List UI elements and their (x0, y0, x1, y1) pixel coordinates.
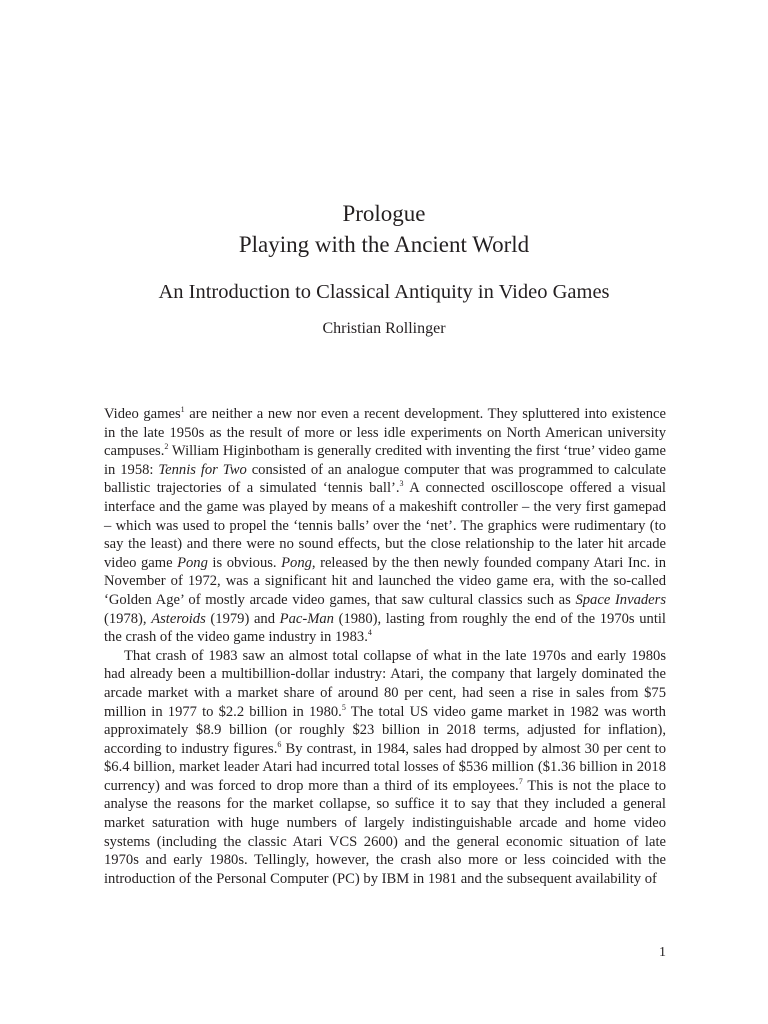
text-run: William Higinbotham is generally credited with inventing the first ‘true’ video game in 1958: (104, 443, 666, 478)
footnote-ref-4[interactable]: 4 (367, 628, 372, 638)
page-number: 1 (659, 945, 666, 960)
text-run: , released by the then newly founded company Atari Inc. in November of 1972, was a significant hit and launched the video game era, with the so-called ‘Golden Age’ of mostly arcade video games, that saw cultural classics such as (104, 554, 667, 608)
footnote-ref-2[interactable]: 2 (164, 442, 169, 452)
game-title: Tennis for Two (158, 461, 247, 478)
chapter-title: Playing with the Ancient World (238, 232, 530, 257)
paragraph-1 (104, 405, 666, 647)
text-run: (1979) and (205, 610, 280, 627)
body-text (104, 405, 666, 888)
game-title: Space Invaders (575, 591, 667, 608)
chapter-label: Prologue (342, 201, 426, 226)
text-run: consisted of an analogue computer that was programmed to calculate ballistic trajectories of a simulated ‘tennis ball’. (104, 461, 667, 497)
text-run: That crash of 1983 saw an almost total collapse of what in the late 1970s and early 1980s had already been a multibillion-dollar industry: Atari, the company that largely dominated the arcade market with a market share of around 80 per cent, had seen a rise in sales from $75 million in 1977 to $2.2 billion in 1980. (104, 647, 666, 720)
text-run: By contrast, in 1984, sales had dropped by almost 30 per cent to $6.4 billion, market leader Atari had incurred total losses of $536 million ($1.36 billion in 2018 currency) and was forced to drop more than a third of its employees. (104, 740, 666, 794)
text-run: (1978), (104, 610, 152, 627)
game-title: Pac-Man (279, 610, 334, 627)
game-title: Pong (177, 554, 208, 571)
text-run: Video games (104, 406, 181, 422)
text-run: are neither a new nor even a recent development. They spluttered into existence in the late 1950s as the result of more or less idle experiments on North American university campuses. (104, 406, 666, 460)
footnote-ref-1[interactable]: 1 (180, 405, 185, 415)
text-run: A connected oscilloscope offered a visual interface and the game was played by means of a makeshift controller – the very first gamepad – which was used to propel the ‘tennis balls’ over the ‘net’. The graphics were rudimentary (to say the least) and there were no sound effects, but the close relationship to the later hit arcade video game (104, 480, 666, 571)
chapter-author: Christian Rollinger (322, 320, 446, 337)
text-run: The total US video game market in 1982 was worth approximately $8.9 billion (or roughly $23 billion in 2018 terms, adjusted for inflation), according to industry figures. (104, 703, 666, 757)
footnote-ref-5[interactable]: 5 (341, 702, 346, 712)
game-title: Asteroids (151, 610, 206, 627)
text-run: This is not the place to analyse the reasons for the market collapse, so suffice it to say that they included a general market saturation with huge numbers of largely indistinguishable arcade and home video systems (including the classic Atari VCS 2600) and the general economic situation of late 1970s and early 1980s. Tellingly, however, the crash also more or less coincided with the introduction of the Personal Computer (PC) by IBM in 1981 and the subsequent availability of (104, 777, 666, 887)
footnote-ref-7[interactable]: 7 (518, 777, 523, 787)
chapter-subtitle: An Introduction to Classical Antiquity in Video Games (158, 281, 610, 303)
game-title: Pong (281, 554, 312, 571)
text-run: is obvious. (207, 554, 282, 571)
paragraph-2 (104, 647, 666, 889)
footnote-ref-3[interactable]: 3 (399, 479, 404, 489)
text-run: (1980), lasting from roughly the end of the 1970s until the crash of the video game industry in 1983. (104, 610, 666, 646)
footnote-ref-6[interactable]: 6 (277, 739, 282, 749)
